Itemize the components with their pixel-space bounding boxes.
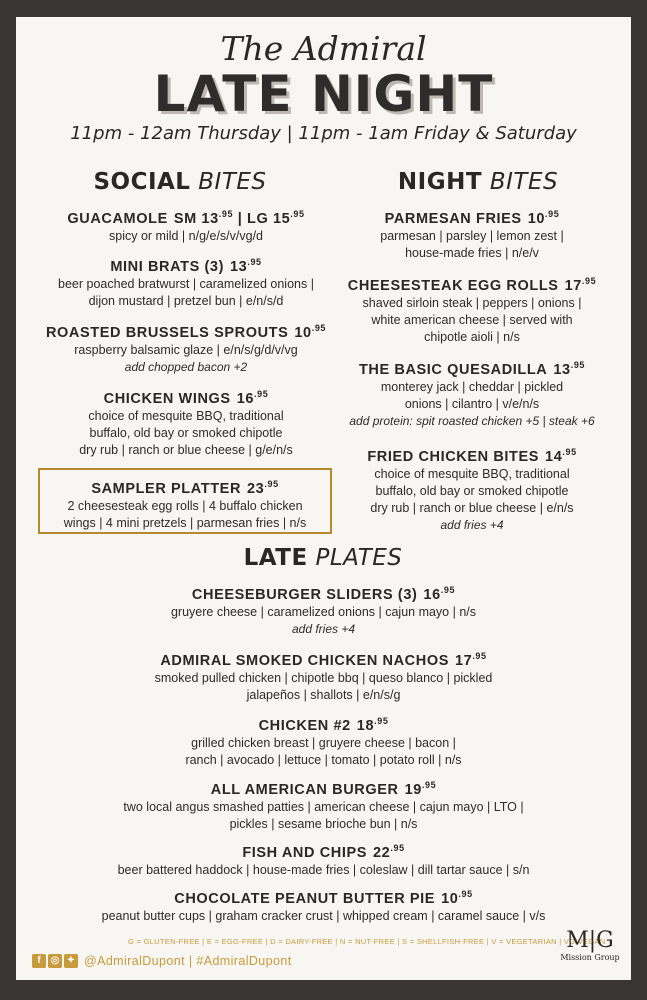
item-desc: white american cheese | served with [371,313,573,327]
item-price: $16^{.95}$ [423,585,456,603]
menu-item-peanut-butter-pie [46,885,601,925]
item-name: PARMESAN FRIES [384,211,522,227]
item-price: $23^{.95}$ [247,479,279,497]
item-desc: chipotle aioli | n/s [424,330,520,344]
menu-item-fried-chicken-bites [322,443,622,534]
item-desc: gruyere cheese | caramelized onions | cajun mayo | n/s [170,605,477,619]
item-desc: smoked pulled chicken | chipotle bbq | queso blanco | pickled [154,671,493,685]
item-desc: 2 cheesesteak egg rolls | 4 buffalo chicken [67,499,303,513]
logo-subtitle: Mission Group [560,953,620,962]
item-desc: two local angus smashed patties | american cheese | cajun mayo | LTO | [123,800,524,814]
instagram-icon[interactable]: ◎ [48,954,62,968]
item-desc: wings | 4 mini pretzels | parmesan fries | n/s [63,516,307,530]
menu-item-fish-and-chips [46,839,601,879]
item-price: $18^{.95}$ [356,716,389,734]
facebook-icon[interactable]: f [32,954,46,968]
item-price: $17^{.95}$ [454,651,487,669]
item-desc: monterey jack | cheddar | pickled [380,380,564,394]
item-desc: onions | cilantro | v/e/n/s [404,397,540,411]
item-name: ALL AMERICAN BURGER [210,782,399,798]
item-addon: add fries +4 [291,622,356,636]
item-addon: add chopped bacon +2 [124,360,248,374]
menu-item-chicken-nachos [56,647,591,704]
menu-item-parmesan-fries [322,205,622,262]
item-price: $13^{.95}$ [230,257,262,275]
item-desc: buffalo, old bay or smoked chipotle [375,484,569,498]
item-name: CHOCOLATE PEANUT BUTTER PIE [174,891,436,907]
menu-item-guacamole [26,205,346,245]
item-price: $19^{.95}$ [404,780,437,798]
menu-item-sampler-platter [40,475,330,532]
item-name: MINI BRATS (3) [110,259,224,275]
item-desc: jalapeños | shallots | e/n/s/g [246,688,401,702]
item-name: ROASTED BRUSSELS SPROUTS [45,325,289,341]
menu-item-brussels-sprouts [26,319,346,376]
item-name: CHICKEN WINGS [103,391,231,407]
item-name: GUACAMOLE [67,211,168,227]
social-bar [32,954,292,968]
page-title: LATE NIGHT [153,65,494,123]
item-desc: peanut butter cups | graham cracker crust | whipped cream | caramel sauce | v/s [101,909,546,923]
item-price: $14^{.95}$ [545,447,577,465]
item-desc: raspberry balsamic glaze | e/n/s/g/d/v/vg [74,343,298,357]
social-handle: @AdmiralDupont | #AdmiralDupont [84,954,292,968]
item-name: CHEESEBURGER SLIDERS (3) [191,587,418,603]
item-desc: spicy or mild | n/g/e/s/v/vg/d [109,229,263,243]
item-desc: dijon mustard | pretzel bun | e/n/s/d [88,294,284,308]
item-price: $10^{.95}$ [294,323,327,341]
late-plates-heading: LATE PLATES [243,545,403,571]
item-desc: shaved sirloin steak | peppers | onions | [362,296,582,310]
item-desc: house-made fries | n/e/v [405,246,539,260]
item-desc: dry rub | ranch or blue cheese | g/e/n/s [79,443,293,457]
item-name: THE BASIC QUESADILLA [358,362,548,378]
item-desc: ranch | avocado | lettuce | tomato | potato roll | n/s [185,753,462,767]
item-desc: pickles | sesame brioche bun | n/s [229,817,418,831]
item-desc: beer poached bratwurst | caramelized onions | [58,277,314,291]
menu-item-all-american-burger [46,776,601,833]
menu-item-cheesesteak-egg-rolls [322,272,622,346]
item-desc: choice of mesquite BBQ, traditional [88,409,284,423]
item-name: FRIED CHICKEN BITES [367,449,540,465]
item-desc: dry rub | ranch or blue cheese | e/n/s [370,501,574,515]
menu-page [16,17,631,980]
script-title: The Admiral [220,29,427,68]
item-price: $22^{.95}$ [373,843,405,861]
item-price: $10^{.95}$ [527,209,560,227]
twitter-icon[interactable]: ✦ [64,954,78,968]
item-name: SAMPLER PLATTER [91,481,242,497]
item-addon: add protein: spit roasted chicken +5 | steak +6 [349,414,595,428]
menu-item-cheeseburger-sliders [56,581,591,638]
item-name: CHEESESTEAK EGG ROLLS [347,278,559,294]
item-desc: grilled chicken breast | gruyere cheese | bacon | [191,736,456,750]
item-name: CHICKEN #2 [258,718,351,734]
item-name: FISH AND CHIPS [242,845,368,861]
item-desc: choice of mesquite BBQ, traditional [374,467,570,481]
menu-item-basic-quesadilla [314,356,630,430]
item-price: $10^{.95}$ [441,889,473,907]
mission-group-logo [558,929,622,962]
item-name: ADMIRAL SMOKED CHICKEN NACHOS [160,653,449,669]
social-bites-heading: SOCIAL BITES [93,169,267,195]
menu-item-mini-brats [26,253,346,310]
item-price: $13^{.95}$ [553,360,586,378]
item-desc: parmesan | parsley | lemon zest | [380,229,564,243]
menu-item-chicken-wings [26,385,346,459]
item-desc: buffalo, old bay or smoked chipotle [89,426,283,440]
dietary-legend: G = GLUTEN-FREE | E = EGG-FREE | D = DAIRY-FREE | N = NUT-FREE | S = SHELLFISH-FREE | V = VEGETARIAN | VG VEGAN [128,937,606,946]
menu-item-chicken-2 [56,712,591,769]
night-bites-heading: NIGHT BITES [397,169,559,195]
item-desc: beer battered haddock | house-made fries | coleslaw | dill tartar sauce | s/n [117,863,530,877]
item-price: $17^{.95}$ [564,276,597,294]
logo-mark: M|G [566,928,614,953]
item-price: $16^{.95}$ [236,389,269,407]
hours-line: 11pm - 12am Thursday | 11pm - 1am Friday & Saturday [70,123,577,144]
item-addon: add fries +4 [440,518,504,532]
item-price: SM $13^{.95}$ | LG $15^{.95}$ [173,209,305,227]
